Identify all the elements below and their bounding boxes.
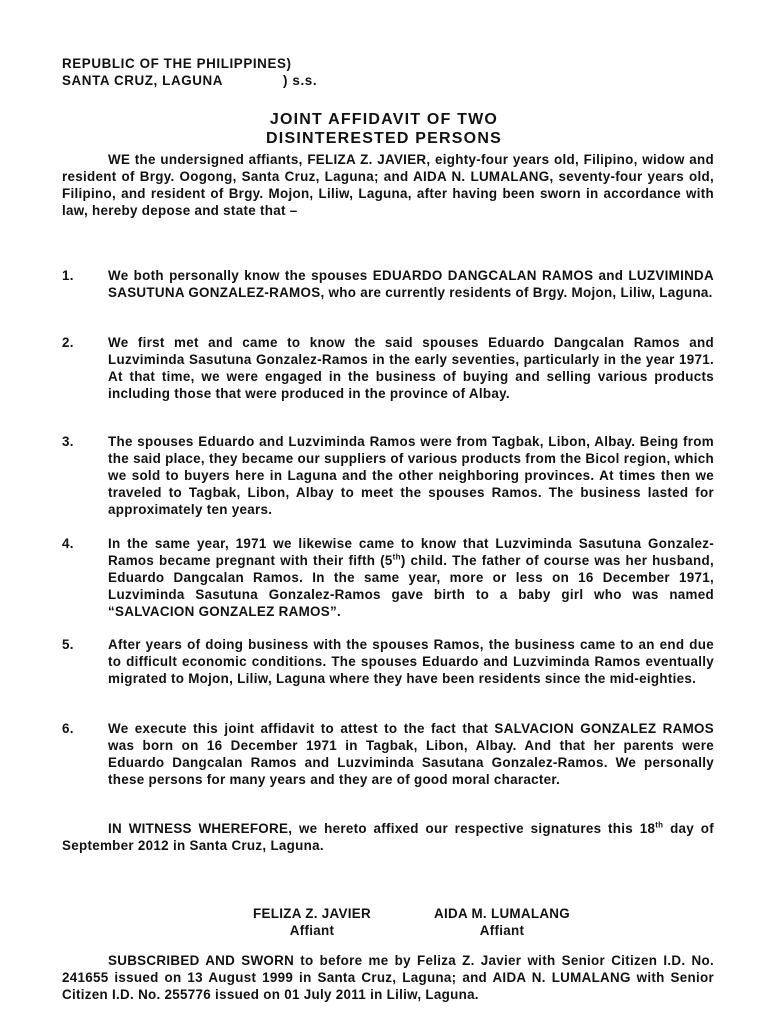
witness-text-part-a: IN WITNESS WHEREFORE, we hereto affixed our respective signatures this 18 (108, 821, 656, 836)
item-number: 4. (62, 536, 74, 551)
signer-role: Affiant (289, 923, 335, 938)
item-number: 5. (62, 637, 74, 652)
signer-2 (402, 905, 602, 939)
item-text-part-b: ) child. The father of course was her husband, Eduardo Dangcalan Ramos. In the same year, more or less on 16 December 1971, Luzviminda Sasutuna Gonzalez-Ramos gave birth to a baby girl who was named “SALVACION GONZALEZ RAMOS”. (108, 553, 715, 619)
jurat-paragraph: SUBSCRIBED AND SWORN to before me by Feliza Z. Javier with Senior Citizen I.D. No. 241655 issued on 13 August 1999 in Santa Cruz, Laguna; and AIDA N. LUMALANG with Senior Citizen I.D. No. 255776 issued on 01 July 2011 in Liliw, Laguna. (62, 953, 714, 1002)
item-number: 6. (62, 721, 74, 736)
numbered-item-1 (62, 267, 714, 301)
ordinal-suffix: th (392, 552, 401, 562)
ordinal-suffix: th (655, 820, 664, 830)
venue-line-province: SANTA CRUZ, LAGUNA ) s.s. (62, 73, 318, 88)
item-text: After years of doing business with the spouses Ramos, the business came to an end due to difficult economic conditions. The spouses Eduardo and Luzviminda Ramos eventually migrated to Mojon, Liliw, Laguna where they have been residents since the mid-eighties. (108, 637, 714, 686)
venue-line-republic: REPUBLIC OF THE PHILIPPINES) (62, 56, 292, 71)
witness-text-part-b: day of September 2012 in Santa Cruz, Laguna. (62, 821, 714, 853)
title-line-1: JOINT AFFIDAVIT OF TWO (269, 111, 499, 128)
witness-paragraph (62, 820, 714, 854)
item-number: 1. (62, 268, 74, 283)
signer-name: FELIZA Z. JAVIER (253, 906, 371, 921)
item-text: The spouses Eduardo and Luzviminda Ramos were from Tagbak, Libon, Albay. Being from the said place, they became our suppliers of various products from the Bicol region, which we sold to buyers here in Laguna and the other neighboring provinces. At times then we traveled to Tagbak, Libon, Albay to meet the spouses Ramos. The business lasted for approximately ten years. (108, 434, 714, 517)
item-text-part-a: In the same year, 1971 we likewise came to know that Luzviminda Sasutuna Gonzalez-Ramos became pregnant with their fifth (5 (108, 536, 714, 568)
numbered-item-3 (62, 433, 714, 518)
item-text: We execute this joint affidavit to attest to the fact that SALVACION GONZALEZ RAMOS was born on 16 December 1971 in Tagbak, Libon, Albay. And that her parents were Eduardo Dangcalan Ramos and Luzviminda Sasutana Gonzalez-Ramos. We personally these persons for many years and they are of good moral character. (108, 721, 714, 787)
numbered-item-5 (62, 636, 714, 687)
title-line-2: DISINTERESTED PERSONS (266, 130, 502, 147)
signer-role: Affiant (479, 923, 525, 938)
item-text: We both personally know the spouses EDUARDO DANGCALAN RAMOS and LUZVIMINDA SASUTUNA GONZALEZ-RAMOS, who are currently residents of Brgy. Mojon, Liliw, Laguna. (108, 268, 714, 300)
venue-block (62, 55, 317, 89)
item-number: 3. (62, 434, 74, 449)
signer-1 (212, 905, 412, 939)
intro-paragraph: WE the undersigned affiants, FELIZA Z. JAVIER, eighty-four years old, Filipino, widow and resident of Brgy. Oogong, Santa Cruz, Laguna; and AIDA N. LUMALANG, seventy-four years old, Filipino, and resident of Brgy. Mojon, Liliw, Laguna, after having been sworn in accordance with law, hereby depose and state that – (62, 152, 714, 218)
signer-name: AIDA M. LUMALANG (434, 906, 570, 921)
item-text (108, 535, 714, 620)
numbered-item-6 (62, 720, 714, 788)
numbered-item-2 (62, 334, 714, 402)
numbered-item-4 (62, 535, 714, 620)
item-number: 2. (62, 335, 74, 350)
document-title (0, 110, 768, 148)
item-text: We first met and came to know the said spouses Eduardo Dangcalan Ramos and Luzviminda Sasutuna Gonzalez-Ramos in the early seventies, particularly in the year 1971. At that time, we were engaged in the business of buying and selling various products including those that were produced in the province of Albay. (108, 335, 714, 401)
